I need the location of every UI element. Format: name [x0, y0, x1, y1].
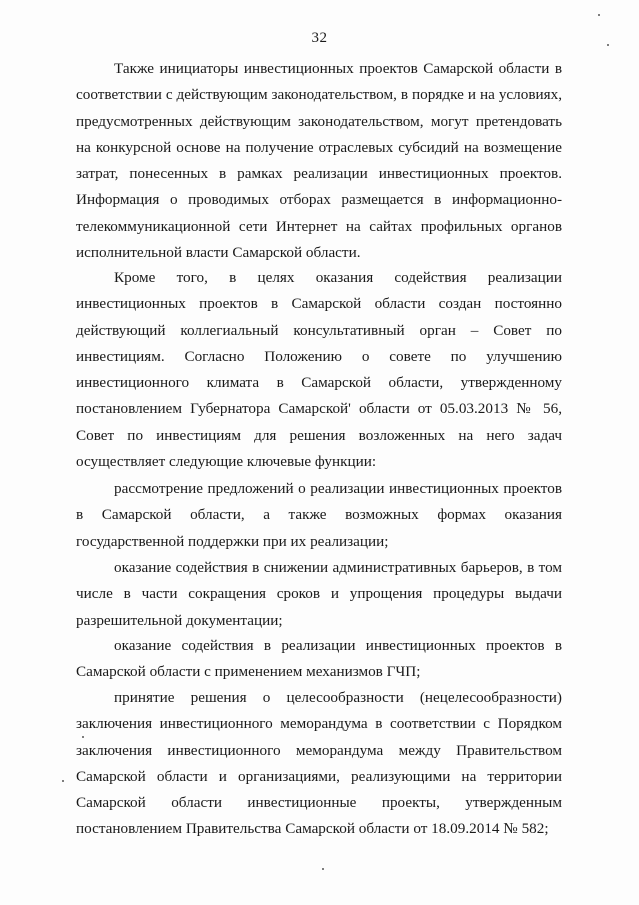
text-line: Кроме того, в целях оказания содействия реализации [114, 269, 562, 286]
text-line: затрат, понесенных в рамках реализации инвестиционных проектов. [76, 165, 562, 183]
text-line: числе в части сокращения сроков и упрощения процедуры выдачи [76, 585, 562, 603]
text-line: исполнительной власти Самарской области. [76, 244, 361, 262]
text-line: соответствии с действующим законодательством, в порядке и на условиях, [76, 86, 562, 104]
scan-speck [82, 736, 84, 738]
text-line: инвестиционных проектов в Самарской области создан постоянно [76, 295, 562, 313]
page-number: 32 [311, 30, 328, 46]
text-line: принятие решения о целесообразности (нецелесообразности) [114, 689, 562, 706]
text-line: заключения инвестиционного меморандума между Правительством [76, 741, 562, 759]
text-line: Совет по инвестициям для решения возложенных на него задач [76, 426, 562, 444]
text-line: разрешительной документации; [76, 611, 283, 629]
scan-speck [322, 868, 324, 870]
paragraph-function-review [76, 476, 562, 555]
paragraph-function-barriers [76, 555, 562, 634]
text-line: Самарской области с применением механизмов ГЧП; [76, 663, 421, 681]
text-line: Также инициаторы инвестиционных проектов Самарской области в [114, 60, 562, 77]
scan-speck [62, 780, 64, 782]
text-line: постановлением Губернатора Самарской' области от 05.03.2013 № 56, [76, 400, 562, 418]
paragraph-subsidies [76, 56, 562, 266]
paragraph-function-memorandum [76, 685, 562, 843]
paragraph-investment-council [76, 265, 562, 475]
text-line: постановлением Правительства Самарской области от 18.09.2014 № 582; [76, 820, 549, 838]
text-line: оказание содействия в снижении административных барьеров, в том [114, 559, 562, 576]
text-line: телекоммуникационной сети Интернет на сайтах профильных органов [76, 217, 562, 235]
text-line: в Самарской области, а также возможных формах оказания [76, 506, 562, 524]
text-line: рассмотрение предложений о реализации инвестиционных проектов [114, 480, 562, 497]
scan-speck [607, 44, 609, 46]
text-line: инвестиционного климата в Самарской области, утвержденному [76, 374, 562, 392]
text-line: Самарской области и организациями, реализующими на территории [76, 767, 562, 785]
text-line: на конкурсной основе на получение отраслевых субсидий на возмещение [76, 138, 562, 156]
text-line: оказание содействия в реализации инвестиционных проектов в [114, 637, 562, 654]
text-line: предусмотренных действующим законодательством, могут претендовать [76, 112, 562, 130]
text-line: государственной поддержки при их реализации; [76, 532, 389, 550]
text-line: Информация о проводимых отборах размещается в информационно- [76, 191, 562, 209]
text-line: осуществляет следующие ключевые функции: [76, 453, 377, 471]
scan-speck [598, 14, 600, 16]
text-line: заключения инвестиционного меморандума в соответствии с Порядком [76, 715, 562, 733]
text-line: инвестициям. Согласно Положению о совете по улучшению [76, 347, 562, 365]
text-line: действующий коллегиальный консультативный орган – Совет по [76, 321, 562, 339]
paragraph-function-ppp [76, 633, 562, 686]
text-line: Самарской области инвестиционные проекты, утвержденным [76, 794, 562, 812]
